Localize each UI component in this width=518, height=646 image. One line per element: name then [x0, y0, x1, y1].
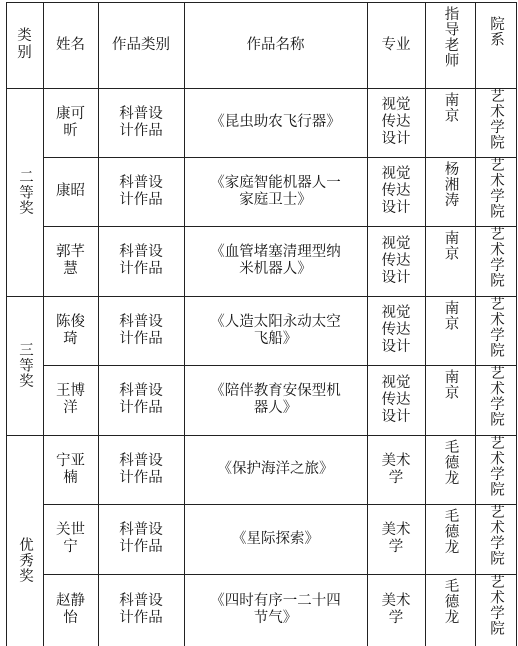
cell-college: 艺术学院: [488, 157, 504, 219]
grid-line: [516, 2, 517, 646]
header-college: 院系: [488, 16, 504, 47]
cell-name: 关世 宁: [56, 522, 85, 555]
cell-advisor: 南京: [442, 369, 459, 400]
cell-major: 美术 学: [381, 522, 411, 555]
cell-work-type: 科普设 计作品: [119, 105, 163, 139]
cell-college: 艺术学院: [488, 365, 504, 427]
cell-college: 艺术学院: [488, 574, 504, 636]
cell-major: 美术 学: [381, 593, 411, 626]
header-advisor: 指导老师: [442, 6, 459, 68]
cell-work-title: 《血管堵塞清理型纳 米机器人》: [210, 244, 341, 277]
cell-work-type: 科普设 计作品: [119, 383, 163, 416]
cell-name: 康可 昕: [56, 105, 85, 139]
cell-college: 艺术学院: [488, 296, 504, 358]
cell-college: 艺术学院: [488, 88, 504, 150]
cell-name: 宁亚 楠: [56, 452, 85, 486]
header-work-type: 作品类别: [112, 36, 170, 53]
cell-work-title: 《家庭智能机器人一 家庭卫士》: [210, 174, 341, 208]
cell-advisor: 毛德龙: [442, 508, 459, 555]
cell-name: 王博 洋: [56, 383, 85, 416]
cell-work-title: 《昆虫助农飞行器》: [210, 114, 341, 130]
header-major: 专业: [381, 36, 411, 53]
cell-work-type: 科普设 计作品: [119, 522, 163, 555]
cell-major: 视觉 传达 设计: [381, 235, 411, 286]
cell-college: 艺术学院: [488, 226, 504, 288]
cell-name: 赵静 怡: [56, 593, 85, 626]
cell-advisor: 毛德龙: [442, 578, 459, 625]
group-label-second-prize: 二等奖: [17, 168, 33, 216]
header-work-title: 作品名称: [246, 36, 305, 53]
cell-advisor: 杨湘涛: [442, 161, 459, 208]
cell-work-title: 《四时有序一二十四 节气》: [210, 593, 341, 626]
cell-name: 陈俊 琦: [56, 313, 85, 347]
cell-work-type: 科普设 计作品: [119, 244, 163, 277]
header-category: 类别: [17, 28, 32, 61]
cell-college: 艺术学院: [488, 504, 504, 566]
group-label-third-prize: 三等奖: [17, 342, 33, 389]
cell-work-type: 科普设 计作品: [119, 593, 163, 626]
cell-work-type: 科普设 计作品: [119, 174, 163, 208]
cell-advisor: 南京: [442, 92, 459, 123]
cell-major: 视觉 传达 设计: [381, 97, 411, 147]
cell-work-type: 科普设 计作品: [119, 452, 163, 486]
cell-major: 视觉 传达 设计: [381, 374, 411, 425]
cell-advisor: 南京: [442, 230, 459, 261]
cell-name: 康昭: [56, 183, 85, 199]
cell-college: 艺术学院: [488, 435, 504, 497]
cell-work-title: 《星际探索》: [232, 530, 319, 547]
cell-work-title: 《保护海洋之旅》: [217, 461, 334, 477]
cell-major: 视觉 传达 设计: [381, 166, 411, 216]
group-label-excellence-prize: 优秀奖: [17, 537, 33, 584]
cell-work-title: 《人造太阳永动太空 飞船》: [210, 313, 341, 347]
cell-major: 美术 学: [381, 452, 411, 486]
cell-work-title: 《陪伴教育安保型机 器人》: [210, 383, 341, 416]
cell-advisor: 南京: [442, 300, 459, 331]
cell-major: 视觉 传达 设计: [381, 305, 411, 355]
cell-name: 郭芊 慧: [56, 244, 85, 277]
cell-advisor: 毛德龙: [442, 439, 459, 486]
header-name: 姓名: [56, 36, 85, 53]
cell-work-type: 科普设 计作品: [119, 313, 163, 347]
